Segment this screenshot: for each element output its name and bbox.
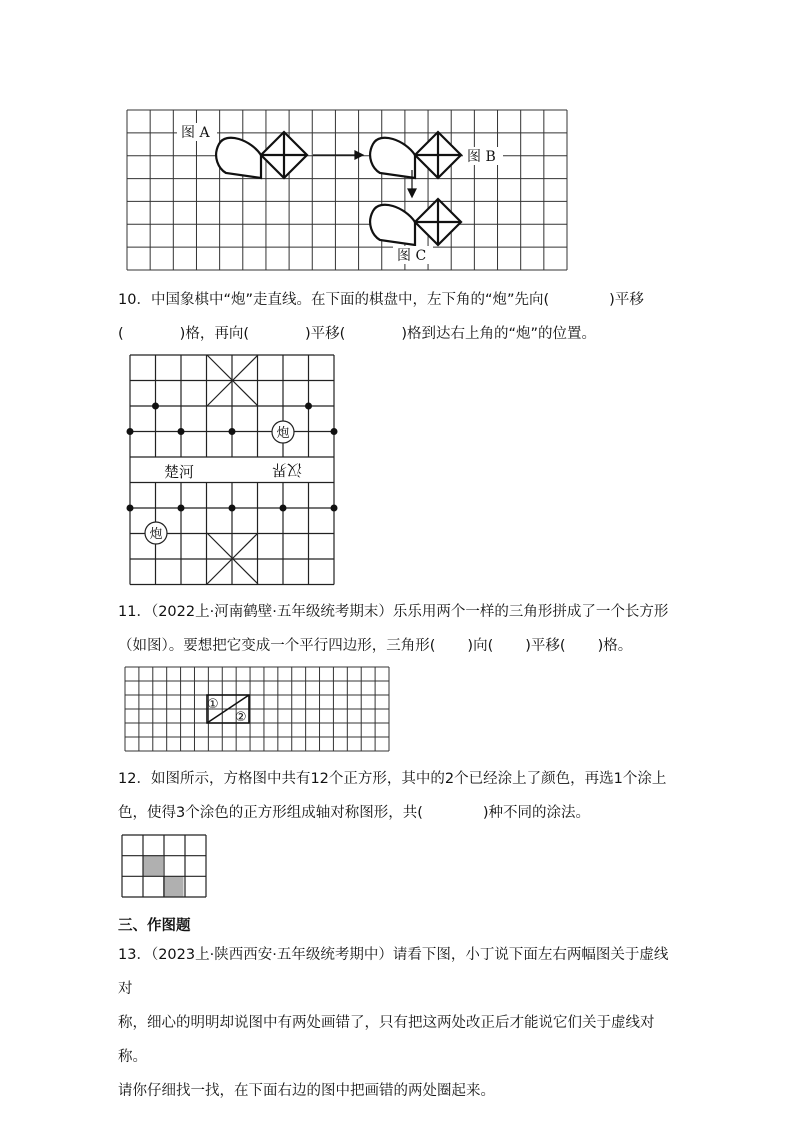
chessboard-dot bbox=[331, 428, 338, 435]
chessboard-dot bbox=[229, 505, 236, 512]
q11-number: 11． bbox=[118, 604, 151, 620]
arrow-right bbox=[313, 151, 363, 159]
shaded-square-1 bbox=[143, 856, 164, 877]
chessboard-dot bbox=[305, 403, 312, 410]
river-left-text: 楚河 bbox=[164, 463, 195, 481]
heart-shape-a bbox=[216, 138, 261, 178]
question-12 bbox=[118, 762, 678, 830]
shape-a bbox=[216, 132, 307, 178]
chessboard-dot bbox=[229, 428, 236, 435]
shape-b bbox=[370, 132, 461, 178]
triangle-1-label: ① bbox=[207, 697, 219, 712]
triangle-grid-figure bbox=[125, 667, 389, 751]
label-figure-c: 图 C bbox=[397, 248, 427, 264]
chessboard-dot bbox=[127, 428, 134, 435]
svg-text:炮: 炮 bbox=[149, 527, 163, 542]
chessboard-dot bbox=[127, 505, 134, 512]
cannon-piece-bottom bbox=[145, 522, 167, 544]
heart-shape-b bbox=[370, 138, 415, 178]
question-10 bbox=[118, 283, 678, 351]
chessboard-dot bbox=[152, 403, 159, 410]
heart-shape-c bbox=[370, 205, 415, 245]
q13-number: 13． bbox=[118, 947, 151, 963]
shaded-square-2 bbox=[163, 876, 184, 897]
triangle-2-label: ② bbox=[235, 710, 247, 725]
chessboard-figure bbox=[130, 355, 336, 587]
chessboard-dot bbox=[178, 428, 185, 435]
question-13 bbox=[118, 938, 678, 1108]
river-right-text: 汉界 bbox=[271, 461, 302, 479]
svg-text:炮: 炮 bbox=[276, 426, 290, 441]
chessboard-dot bbox=[331, 505, 338, 512]
label-figure-b: 图 B bbox=[467, 149, 496, 165]
label-figure-a: 图 A bbox=[181, 125, 210, 141]
q10-number: 10． bbox=[118, 292, 151, 308]
q12-number: 12． bbox=[118, 771, 151, 787]
chessboard-lines bbox=[130, 355, 334, 585]
translation-grid-figure bbox=[127, 110, 567, 270]
q13-line-2: 称，细心的明明却说图中有两处画错了，只有把这两处改正后才能说它们关于虚线对称。 bbox=[118, 1015, 655, 1065]
square-grid-lines bbox=[122, 835, 206, 897]
cannon-piece-top bbox=[272, 421, 294, 443]
q13-line-3: 请你仔细找一找，在下面右边的图中把画错的两处圈起来。 bbox=[118, 1083, 495, 1099]
q10-line-2: ( )格，再向( )平移( )格到达右上角的“炮”的位置。 bbox=[118, 326, 597, 342]
q11-line-1: 11．（2022上·河南鹤壁·五年级统考期末）乐乐用两个一样的三角形拼成了一个长方形 bbox=[118, 604, 669, 620]
question-11 bbox=[118, 595, 678, 663]
chessboard-dot bbox=[178, 505, 185, 512]
q12-line-1: 12．如图所示，方格图中共有12个正方形，其中的2个已经涂上了颜色，再选1个涂上 bbox=[118, 771, 667, 787]
q10-line-1: 10．中国象棋中“炮”走直线。在下面的棋盘中，左下角的“炮”先向( )平移 bbox=[118, 292, 644, 308]
shape-c bbox=[370, 199, 461, 245]
q12-line-2: 色，使得3个涂色的正方形组成轴对称图形，共( )种不同的涂法。 bbox=[118, 805, 591, 821]
q13-line-1: 13．（2023上·陕西西安·五年级统考期中）请看下图，小丁说下面左右两幅图关于虚线对 bbox=[118, 947, 669, 997]
section-title: 三、作图题 bbox=[118, 918, 191, 934]
q11-line-2: （如图）。要想把它变成一个平行四边形，三角形( )向( )平移( )格。 bbox=[118, 638, 633, 654]
square-grid-figure bbox=[122, 835, 206, 897]
chessboard-dot bbox=[280, 505, 287, 512]
triangle-grid-lines bbox=[125, 667, 389, 751]
